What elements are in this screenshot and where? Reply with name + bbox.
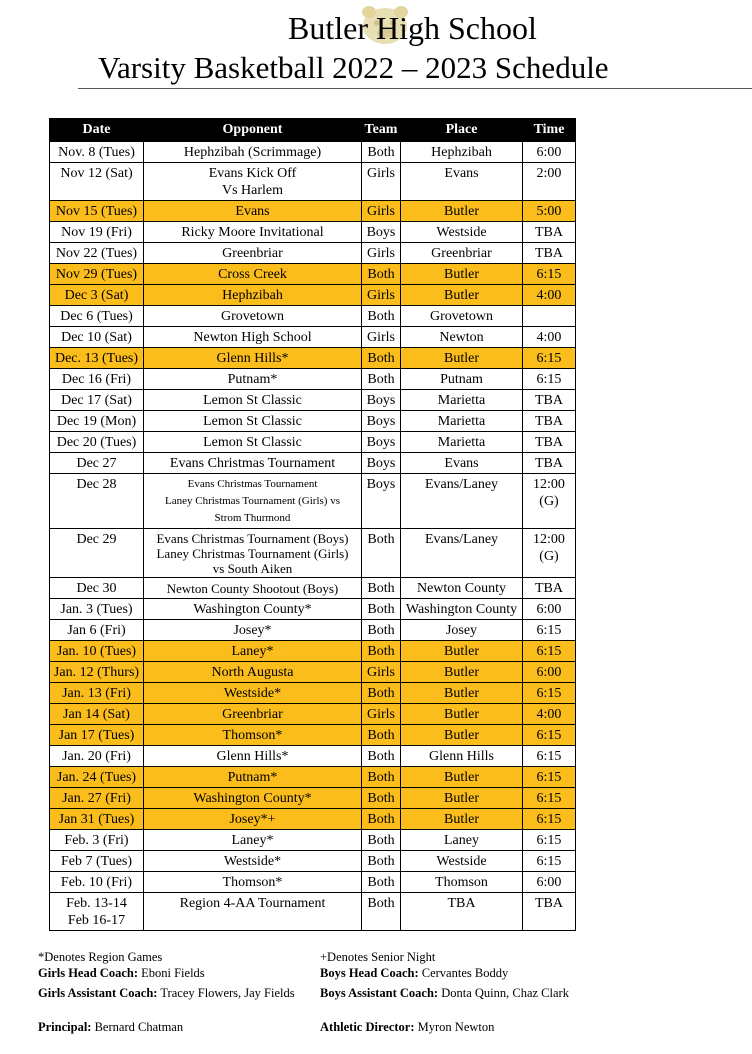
athletic-director xyxy=(320,1020,494,1035)
cell-team: Boys xyxy=(362,474,401,529)
cell-team: Both xyxy=(362,264,401,285)
cell-team: Both xyxy=(362,809,401,830)
cell-place: Butler xyxy=(401,662,523,683)
cell-opponent: Lemon St Classic xyxy=(144,432,362,453)
cell-time: TBA xyxy=(523,453,576,474)
cell-time: 6:15 xyxy=(523,809,576,830)
cell-opponent: Laney* xyxy=(144,641,362,662)
cell-date: Nov. 8 (Tues) xyxy=(50,142,144,163)
cell-place: Butler xyxy=(401,704,523,725)
cell-place: Evans xyxy=(401,163,523,201)
cell-place: Greenbriar xyxy=(401,243,523,264)
cell-place: Westside xyxy=(401,222,523,243)
cell-time: 6:00 xyxy=(523,662,576,683)
principal xyxy=(38,1020,183,1035)
table-row xyxy=(50,767,576,788)
cell-date: Nov 15 (Tues) xyxy=(50,201,144,222)
cell-team: Both xyxy=(362,851,401,872)
cell-place: Newton County xyxy=(401,578,523,599)
cell-time: 6:00 xyxy=(523,599,576,620)
cell-opponent: Ricky Moore Invitational xyxy=(144,222,362,243)
cell-date: Feb. 3 (Fri) xyxy=(50,830,144,851)
cell-time: 6:15 xyxy=(523,620,576,641)
cell-opponent: Hephzibah (Scrimmage) xyxy=(144,142,362,163)
cell-place: Newton xyxy=(401,327,523,348)
cell-date: Dec. 13 (Tues) xyxy=(50,348,144,369)
cell-time: 4:00 xyxy=(523,285,576,306)
cell-place: Glenn Hills xyxy=(401,746,523,767)
cell-time: TBA xyxy=(523,390,576,411)
table-row xyxy=(50,306,576,327)
cell-date: Dec 16 (Fri) xyxy=(50,369,144,390)
cell-opponent: Hephzibah xyxy=(144,285,362,306)
cell-date: Jan. 13 (Fri) xyxy=(50,683,144,704)
cell-date: Jan 31 (Tues) xyxy=(50,809,144,830)
cell-team: Both xyxy=(362,893,401,931)
cell-date: Jan. 27 (Fri) xyxy=(50,788,144,809)
cell-opponent: Putnam* xyxy=(144,369,362,390)
cell-place: Butler xyxy=(401,264,523,285)
cell-opponent: Evans Kick Off Vs Harlem xyxy=(144,163,362,201)
cell-opponent: Newton County Shootout (Boys) xyxy=(144,578,362,599)
cell-opponent: Newton High School xyxy=(144,327,362,348)
cell-place: Butler xyxy=(401,641,523,662)
cell-time xyxy=(523,306,576,327)
table-row xyxy=(50,893,576,931)
cell-opponent: Greenbriar xyxy=(144,704,362,725)
cell-date: Jan. 20 (Fri) xyxy=(50,746,144,767)
cell-team: Girls xyxy=(362,285,401,306)
cell-opponent: Evans Christmas Tournament Laney Christmas Tournament (Girls) vs Strom Thurmond xyxy=(144,474,362,529)
col-header-time: Time xyxy=(523,119,576,142)
col-header-date: Date xyxy=(50,119,144,142)
table-row xyxy=(50,830,576,851)
cell-team: Both xyxy=(362,348,401,369)
cell-place: Butler xyxy=(401,201,523,222)
table-row xyxy=(50,348,576,369)
table-header-row xyxy=(50,119,576,142)
cell-place: Grovetown xyxy=(401,306,523,327)
cell-opponent: Westside* xyxy=(144,683,362,704)
schedule-table xyxy=(49,118,576,931)
cell-opponent: Lemon St Classic xyxy=(144,411,362,432)
cell-date: Dec 27 xyxy=(50,453,144,474)
cell-opponent: Washington County* xyxy=(144,788,362,809)
cell-opponent: Josey* xyxy=(144,620,362,641)
cell-date: Dec 6 (Tues) xyxy=(50,306,144,327)
cell-team: Both xyxy=(362,142,401,163)
table-row xyxy=(50,529,576,578)
cell-time: 2:00 xyxy=(523,163,576,201)
table-row xyxy=(50,411,576,432)
cell-place: Butler xyxy=(401,285,523,306)
cell-team: Both xyxy=(362,725,401,746)
cell-team: Both xyxy=(362,767,401,788)
cell-time: 6:15 xyxy=(523,767,576,788)
table-row xyxy=(50,872,576,893)
principal-label: Principal: xyxy=(38,1020,92,1034)
cell-opponent: Lemon St Classic xyxy=(144,390,362,411)
senior-note: +Denotes Senior Night xyxy=(320,950,436,964)
cell-time: 6:15 xyxy=(523,830,576,851)
table-row xyxy=(50,163,576,201)
cell-place: Marietta xyxy=(401,390,523,411)
boys-assistant-coach-name: Donta Quinn, Chaz Clark xyxy=(441,986,569,1000)
cell-team: Girls xyxy=(362,704,401,725)
cell-time: 6:15 xyxy=(523,348,576,369)
cell-date: Nov 22 (Tues) xyxy=(50,243,144,264)
athletic-director-name: Myron Newton xyxy=(417,1020,495,1034)
cell-opponent: Cross Creek xyxy=(144,264,362,285)
cell-team: Boys xyxy=(362,411,401,432)
girls-head-coach-name: Eboni Fields xyxy=(141,966,205,980)
cell-date: Jan. 24 (Tues) xyxy=(50,767,144,788)
cell-time: 6:15 xyxy=(523,641,576,662)
table-row xyxy=(50,704,576,725)
cell-team: Both xyxy=(362,620,401,641)
table-row xyxy=(50,369,576,390)
cell-time: TBA xyxy=(523,578,576,599)
girls-assistant-coach xyxy=(38,986,295,1001)
cell-opponent: Thomson* xyxy=(144,725,362,746)
cell-date: Dec 29 xyxy=(50,529,144,578)
cell-team: Both xyxy=(362,830,401,851)
cell-opponent: North Augusta xyxy=(144,662,362,683)
cell-opponent: Thomson* xyxy=(144,872,362,893)
cell-team: Both xyxy=(362,369,401,390)
cell-place: Marietta xyxy=(401,432,523,453)
cell-team: Both xyxy=(362,788,401,809)
cell-team: Boys xyxy=(362,222,401,243)
cell-date: Dec 10 (Sat) xyxy=(50,327,144,348)
cell-time: 6:00 xyxy=(523,142,576,163)
table-row xyxy=(50,243,576,264)
cell-date: Feb. 10 (Fri) xyxy=(50,872,144,893)
cell-opponent: Region 4-AA Tournament xyxy=(144,893,362,931)
cell-time: TBA xyxy=(523,411,576,432)
cell-date: Nov 29 (Tues) xyxy=(50,264,144,285)
table-row xyxy=(50,809,576,830)
cell-team: Boys xyxy=(362,432,401,453)
cell-date: Jan 14 (Sat) xyxy=(50,704,144,725)
cell-time: 6:00 xyxy=(523,872,576,893)
principal-name: Bernard Chatman xyxy=(94,1020,184,1034)
table-row xyxy=(50,201,576,222)
table-row xyxy=(50,599,576,620)
table-row xyxy=(50,725,576,746)
cell-time: 12:00 (G) xyxy=(523,474,576,529)
col-header-place: Place xyxy=(401,119,523,142)
cell-time: 6:15 xyxy=(523,369,576,390)
athletic-director-label: Athletic Director: xyxy=(320,1020,415,1034)
cell-place: TBA xyxy=(401,893,523,931)
table-row xyxy=(50,327,576,348)
cell-date: Feb. 13-14 Feb 16-17 xyxy=(50,893,144,931)
cell-place: Butler xyxy=(401,809,523,830)
cell-time: 5:00 xyxy=(523,201,576,222)
table-row xyxy=(50,662,576,683)
cell-time: TBA xyxy=(523,222,576,243)
boys-head-coach xyxy=(320,966,508,981)
cell-date: Dec 30 xyxy=(50,578,144,599)
girls-head-coach-label: Girls Head Coach: xyxy=(38,966,138,980)
cell-opponent: Evans Christmas Tournament (Boys) Laney Christmas Tournament (Girls) vs South Aiken xyxy=(144,529,362,578)
col-header-opponent: Opponent xyxy=(144,119,362,142)
cell-team: Boys xyxy=(362,390,401,411)
cell-time: 4:00 xyxy=(523,327,576,348)
cell-date: Jan. 10 (Tues) xyxy=(50,641,144,662)
cell-date: Nov 12 (Sat) xyxy=(50,163,144,201)
cell-opponent: Laney* xyxy=(144,830,362,851)
table-row xyxy=(50,285,576,306)
cell-opponent: Putnam* xyxy=(144,767,362,788)
cell-time: TBA xyxy=(523,432,576,453)
cell-time: 6:15 xyxy=(523,683,576,704)
cell-place: Evans xyxy=(401,453,523,474)
cell-place: Butler xyxy=(401,348,523,369)
cell-time: 6:15 xyxy=(523,851,576,872)
cell-date: Dec 17 (Sat) xyxy=(50,390,144,411)
boys-head-coach-name: Cervantes Boddy xyxy=(421,966,509,980)
cell-opponent: Glenn Hills* xyxy=(144,348,362,369)
cell-team: Girls xyxy=(362,201,401,222)
cell-time: 4:00 xyxy=(523,704,576,725)
schedule-title: Varsity Basketball 2022 – 2023 Schedule xyxy=(98,50,609,85)
boys-head-coach-label: Boys Head Coach: xyxy=(320,966,419,980)
table-row xyxy=(50,264,576,285)
cell-place: Josey xyxy=(401,620,523,641)
cell-date: Feb 7 (Tues) xyxy=(50,851,144,872)
cell-team: Both xyxy=(362,529,401,578)
cell-opponent: Westside* xyxy=(144,851,362,872)
girls-assistant-coach-label: Girls Assistant Coach: xyxy=(38,986,158,1000)
cell-date: Jan. 12 (Thurs) xyxy=(50,662,144,683)
cell-place: Evans/Laney xyxy=(401,529,523,578)
cell-place: Butler xyxy=(401,683,523,704)
cell-time: 6:15 xyxy=(523,746,576,767)
cell-team: Girls xyxy=(362,327,401,348)
boys-assistant-coach-label: Boys Assistant Coach: xyxy=(320,986,439,1000)
girls-assistant-coach-name: Tracey Flowers, Jay Fields xyxy=(160,986,295,1000)
cell-date: Jan. 3 (Tues) xyxy=(50,599,144,620)
table-row xyxy=(50,222,576,243)
boys-assistant-coach xyxy=(320,986,569,1001)
title-underline xyxy=(78,88,752,89)
cell-place: Hephzibah xyxy=(401,142,523,163)
cell-place: Thomson xyxy=(401,872,523,893)
table-row xyxy=(50,683,576,704)
cell-time: TBA xyxy=(523,243,576,264)
table-row xyxy=(50,453,576,474)
cell-place: Washington County xyxy=(401,599,523,620)
girls-head-coach xyxy=(38,966,205,981)
cell-team: Both xyxy=(362,306,401,327)
table-row xyxy=(50,788,576,809)
cell-place: Butler xyxy=(401,767,523,788)
cell-team: Girls xyxy=(362,163,401,201)
table-row xyxy=(50,142,576,163)
table-row xyxy=(50,474,576,529)
table-row xyxy=(50,432,576,453)
cell-team: Both xyxy=(362,599,401,620)
cell-team: Girls xyxy=(362,243,401,264)
cell-team: Both xyxy=(362,872,401,893)
table-row xyxy=(50,620,576,641)
cell-opponent: Glenn Hills* xyxy=(144,746,362,767)
cell-opponent: Evans xyxy=(144,201,362,222)
cell-date: Dec 20 (Tues) xyxy=(50,432,144,453)
table-row xyxy=(50,746,576,767)
school-title: Butler High School xyxy=(288,10,537,46)
cell-time: 6:15 xyxy=(523,788,576,809)
cell-team: Both xyxy=(362,746,401,767)
cell-team: Both xyxy=(362,683,401,704)
schedule-body xyxy=(50,142,576,931)
cell-time: 6:15 xyxy=(523,264,576,285)
cell-date: Dec 19 (Mon) xyxy=(50,411,144,432)
cell-date: Nov 19 (Fri) xyxy=(50,222,144,243)
cell-time: 6:15 xyxy=(523,725,576,746)
cell-time: TBA xyxy=(523,893,576,931)
cell-place: Putnam xyxy=(401,369,523,390)
cell-date: Jan 17 (Tues) xyxy=(50,725,144,746)
table-row xyxy=(50,851,576,872)
cell-date: Dec 3 (Sat) xyxy=(50,285,144,306)
table-row xyxy=(50,390,576,411)
cell-opponent: Evans Christmas Tournament xyxy=(144,453,362,474)
cell-time: 12:00 (G) xyxy=(523,529,576,578)
table-row xyxy=(50,641,576,662)
cell-opponent: Greenbriar xyxy=(144,243,362,264)
cell-team: Girls xyxy=(362,662,401,683)
cell-team: Both xyxy=(362,641,401,662)
cell-opponent: Washington County* xyxy=(144,599,362,620)
cell-opponent: Josey*+ xyxy=(144,809,362,830)
cell-opponent: Grovetown xyxy=(144,306,362,327)
region-note: *Denotes Region Games xyxy=(38,950,163,964)
cell-place: Butler xyxy=(401,725,523,746)
table-row xyxy=(50,578,576,599)
cell-team: Both xyxy=(362,578,401,599)
col-header-team: Team xyxy=(362,119,401,142)
cell-place: Evans/Laney xyxy=(401,474,523,529)
cell-place: Laney xyxy=(401,830,523,851)
cell-place: Westside xyxy=(401,851,523,872)
cell-place: Butler xyxy=(401,788,523,809)
cell-team: Boys xyxy=(362,453,401,474)
cell-place: Marietta xyxy=(401,411,523,432)
cell-date: Dec 28 xyxy=(50,474,144,529)
cell-date: Jan 6 (Fri) xyxy=(50,620,144,641)
